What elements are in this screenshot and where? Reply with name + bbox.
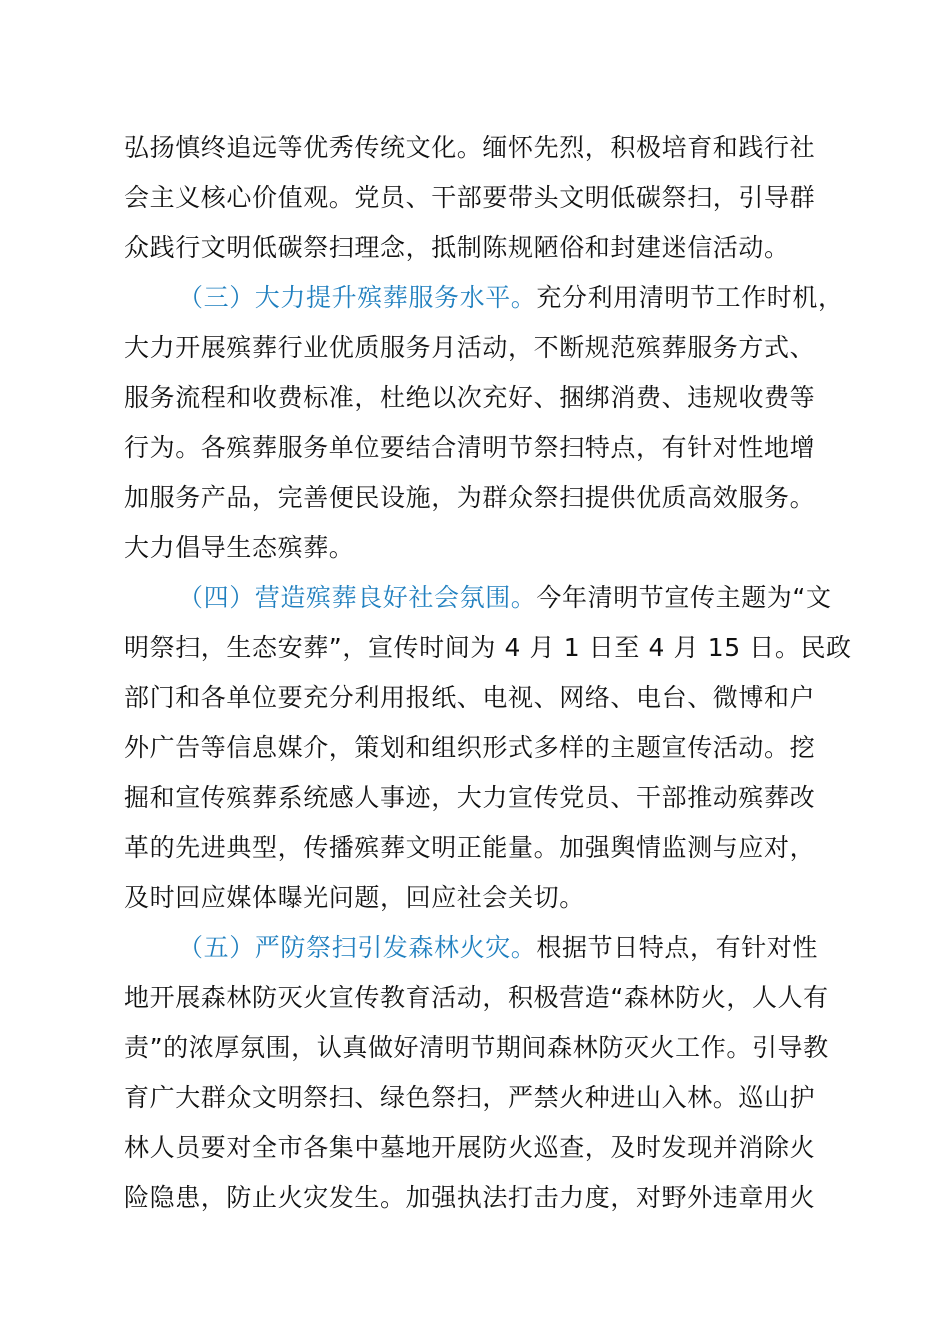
text-line: 及时回应媒体曝光问题，回应社会关切。 xyxy=(124,883,585,912)
text-line: 大力倡导生态殡葬。 xyxy=(124,533,355,562)
text-line: 林人员要对全市各集中墓地开展防火巡查，及时发现并消除火 xyxy=(124,1133,816,1162)
text-segment: 今年清明节宣传主题为“文 xyxy=(536,583,832,612)
text-line: 明祭扫，生态安葬”，宣传时间为 4 月 1 日至 4 月 15 日。民政 xyxy=(124,633,852,662)
text-segment: 充分利用清明节工作时机， xyxy=(536,283,844,312)
text-line: 险隐患，防止火灾发生。加强执法打击力度，对野外违章用火 xyxy=(124,1183,816,1212)
section-heading-4: （四）营造殡葬良好社会氛围。 xyxy=(178,583,537,612)
section-heading-3: （三）大力提升殡葬服务水平。 xyxy=(178,283,537,312)
section-paragraph-3-first-line xyxy=(178,283,844,313)
text-line: 掘和宣传殡葬系统感人事迹，大力宣传党员、干部推动殡葬改 xyxy=(124,783,816,812)
text-line: 大力开展殡葬行业优质服务月活动，不断规范殡葬服务方式、 xyxy=(124,333,816,362)
section-paragraph-5-first-line xyxy=(178,933,818,963)
text-line: 地开展森林防灭火宣传教育活动，积极营造“森林防火，人人有 xyxy=(124,983,829,1012)
section-heading-5: （五）严防祭扫引发森林火灾。 xyxy=(178,933,537,962)
text-line: 众践行文明低碳祭扫理念，抵制陈规陋俗和封建迷信活动。 xyxy=(124,233,790,262)
text-line: 部门和各单位要充分利用报纸、电视、网络、电台、微博和户 xyxy=(124,683,816,712)
text-line: 行为。各殡葬服务单位要结合清明节祭扫特点，有针对性地增 xyxy=(124,433,816,462)
text-segment: 根据节日特点，有针对性 xyxy=(536,933,819,962)
section-paragraph-4-first-line xyxy=(178,583,832,613)
text-line: 服务流程和收费标准，杜绝以次充好、捆绑消费、违规收费等 xyxy=(124,383,816,412)
text-line: 加服务产品，完善便民设施，为群众祭扫提供优质高效服务。 xyxy=(124,483,816,512)
text-line: 外广告等信息媒介，策划和组织形式多样的主题宣传活动。挖 xyxy=(124,733,816,762)
text-line: 革的先进典型，传播殡葬文明正能量。加强舆情监测与应对， xyxy=(124,833,816,862)
text-line: 弘扬慎终追远等优秀传统文化。缅怀先烈，积极培育和践行社 xyxy=(124,133,816,162)
text-line: 会主义核心价值观。党员、干部要带头文明低碳祭扫，引导群 xyxy=(124,183,816,212)
text-line: 育广大群众文明祭扫、绿色祭扫，严禁火种进山入林。巡山护 xyxy=(124,1083,816,1112)
text-line: 责”的浓厚氛围，认真做好清明节期间森林防灭火工作。引导教 xyxy=(124,1033,829,1062)
